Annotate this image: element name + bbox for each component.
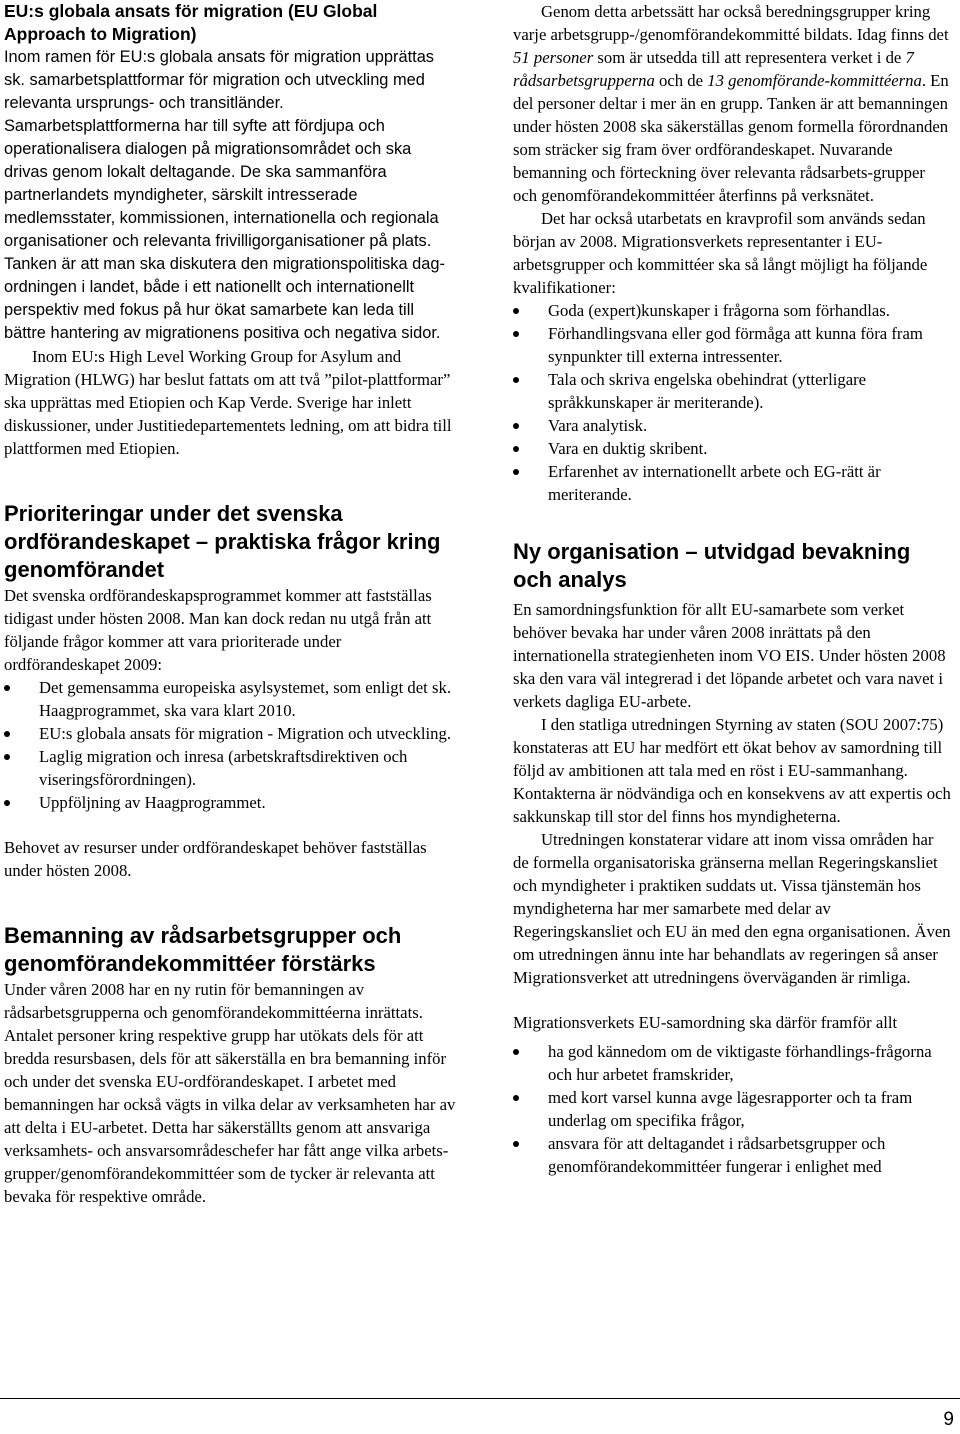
list-item: ha god kännedom om de viktigaste förhandlings-frågorna och hur arbetet framskrider, — [513, 1040, 953, 1086]
list-item: Det gemensamma europeiska asylsystemet, som enligt det sk. Haagprogrammet, ska vara klart 2010. — [4, 676, 456, 722]
organisation-paragraph-4: Migrationsverkets EU-samordning ska därför framför allt — [513, 1013, 898, 1032]
list-item: EU:s globala ansats för migration - Migration och utveckling. — [4, 722, 456, 745]
list-item: med kort varsel kunna avge lägesrapporter och ta fram underlag om specifika frågor, — [513, 1086, 953, 1132]
bullet-icon — [513, 446, 519, 452]
intro-paragraph: Inom ramen för EU:s globala ansats för migration upprättas sk. samarbetsplattformar för migration och utveckling med relevanta ursprungs- och transitländer. Samarbetsplattformerna har till syfte att fördjupa och operationalisera dialogen på migrationsområdet och ska drivas genom lokalt deltagande. De ska sammanföra partnerlandets myndigheter, särskilt intresserade medlemsstater, kommissionen, internationella och regionala organisationer och relevanta frivilligorganisationer på plats. Tanken är att man ska diskutera den migrationspolitiska dag-ordningen i landet, både i ett nationellt och internationellt perspektiv med fokus på hur ökat samarbete kan leda till bättre hantering av migrationens positiva och negativa sidor. — [4, 48, 445, 342]
bullet-icon — [4, 685, 10, 691]
list-item: Uppföljning av Haagprogrammet. — [4, 791, 456, 814]
list-item: ansvara för att deltagandet i rådsarbetsgrupper och genomförandekommittéer fungerar i enlighet med — [513, 1132, 953, 1178]
working-method-paragraph: Genom detta arbetssätt har också beredningsgrupper kring varje arbetsgrupp-/genomförandekommitté bildats. Idag finns det 51 personer som är utsedda till att representera verket i de 7 rådsarbetsgrupperna och de 13 genomförande-kommittéerna. En del personer deltar i mer än en grupp. Tanken är att bemanningen under hösten 2008 ska säkerställas genom formella förordnanden som sträcker sig fram över ordförandeskapet. Nuvarande bemanning och förteckning över relevanta rådsarbets-grupper och genomförandekommittéer återfinns på verksnätet. — [513, 2, 949, 205]
bullet-icon — [4, 731, 10, 737]
bullet-icon — [513, 331, 519, 337]
priorities-paragraph: Det svenska ordförandeskapsprogrammet kommer att fastställas tidigast under hösten 2008. Man kan dock redan nu utgå från att följande frågor kommer att vara prioriterade under ordförandeskapet 2009: — [4, 586, 432, 674]
organisation-paragraph-1: En samordningsfunktion för allt EU-samarbete som verket behöver bevaka har under våren 2008 inrättats på den internationella strategienheten inom VO EIS. Under hösten 2008 ska den vara väl integrerad i det löpande arbetet och vara navet i verkets dagliga EU-arbete. — [513, 600, 946, 711]
bullet-icon — [4, 800, 10, 806]
section-heading-staffing: Bemanning av rådsarbetsgrupper och genomförandekommittéer förstärks — [4, 923, 402, 976]
list-item: Förhandlingsvana eller god förmåga att kunna föra fram synpunkter till externa intressenter. — [513, 322, 953, 368]
priorities-list — [4, 676, 456, 814]
profile-paragraph: Det har också utarbetats en kravprofil som används sedan början av 2008. Migrationsverkets representanter i EU-arbetsgrupper och kommittéer ska så långt möjligt ha följande kvalifikationer: — [513, 209, 928, 297]
footer-divider — [0, 1398, 960, 1399]
list-item: Goda (expert)kunskaper i frågorna som förhandlas. — [513, 299, 953, 322]
hlwg-paragraph: Inom EU:s High Level Working Group for Asylum and Migration (HLWG) har beslut fattats om att två ”pilot-plattformar” ska upprättas med Etiopien och Kap Verde. Sverige har inlett diskussioner, under Justitiedepartementets ledning, om att bidra till plattformen med Etiopien. — [4, 347, 452, 458]
intro-heading: EU:s globala ansats för migration (EU Global Approach to Migration) — [4, 1, 378, 44]
list-item: Tala och skriva engelska obehindrat (ytterligare språkkunskaper är meriterande). — [513, 368, 953, 414]
list-item: Vara analytisk. — [513, 414, 953, 437]
bullet-icon — [513, 308, 519, 314]
bullet-icon — [513, 469, 519, 475]
coordination-list — [513, 1040, 953, 1178]
organisation-paragraph-3: Utredningen konstaterar vidare att inom vissa områden har de formella organisatoriska gränserna mellan Regeringskansliet och myndigheter i praktiken suddats ut. Vissa tjänstemän hos myndigheterna har mer samarbete med delar av Regeringskansliet och EU än med den egna organisationen. Även om utredningen ännu inte har behandlats av regeringen så anser Migrationsverket att utredningens överväganden är rimliga. — [513, 830, 951, 987]
list-item: Erfarenhet av internationellt arbete och EG-rätt är meriterande. — [513, 460, 953, 506]
left-column — [4, 0, 456, 1208]
bullet-icon — [513, 377, 519, 383]
bullet-icon — [513, 423, 519, 429]
bullet-icon — [4, 754, 10, 760]
staffing-paragraph: Under våren 2008 har en ny rutin för bemanningen av rådsarbetsgrupperna och genomförandekommittéerna inrättats. Antalet personer kring respektive grupp har utökats dels för att bredda resursbasen, dels för att säkerställa en bra bemanning inför och under det svenska EU-ordförandeskapet. I arbetet med bemanningen har också vägts in vilka delar av verksamheten har av att delta i EU-arbetet. Detta har säkerställts genom att ansvariga verksamhets- och ansvarsområdeschefer har fått ange vilka arbets-grupper/genomförandekommittéer som de tycker är relevanta att bevaka för respektive område. — [4, 980, 456, 1206]
right-column — [513, 0, 953, 1178]
list-item: Vara en duktig skribent. — [513, 437, 953, 460]
qualifications-list — [513, 299, 953, 506]
section-heading-priorities: Prioriteringar under det svenska ordförandeskapet – praktiska frågor kring genomförandet — [4, 501, 441, 582]
page-number: 9 — [943, 1409, 954, 1430]
bullet-icon — [513, 1049, 519, 1055]
organisation-paragraph-2: I den statliga utredningen Styrning av staten (SOU 2007:75) konstateras att EU har medfört ett ökat behov av samordning till följd av ambitionen att tala med en röst i EU-sammanhang. Kontakterna är nödvändiga och en konsekvens av att expertis och sakkunskap till stor del finns hos myndigheterna. — [513, 715, 951, 826]
bullet-icon — [513, 1095, 519, 1101]
bullet-icon — [513, 1141, 519, 1147]
resources-paragraph: Behovet av resurser under ordförandeskapet behöver fastställas under hösten 2008. — [4, 838, 427, 880]
list-item: Laglig migration och inresa (arbetskraftsdirektiven och viseringsförordningen). — [4, 745, 456, 791]
section-heading-organisation: Ny organisation – utvidgad bevakning och analys — [513, 539, 911, 592]
